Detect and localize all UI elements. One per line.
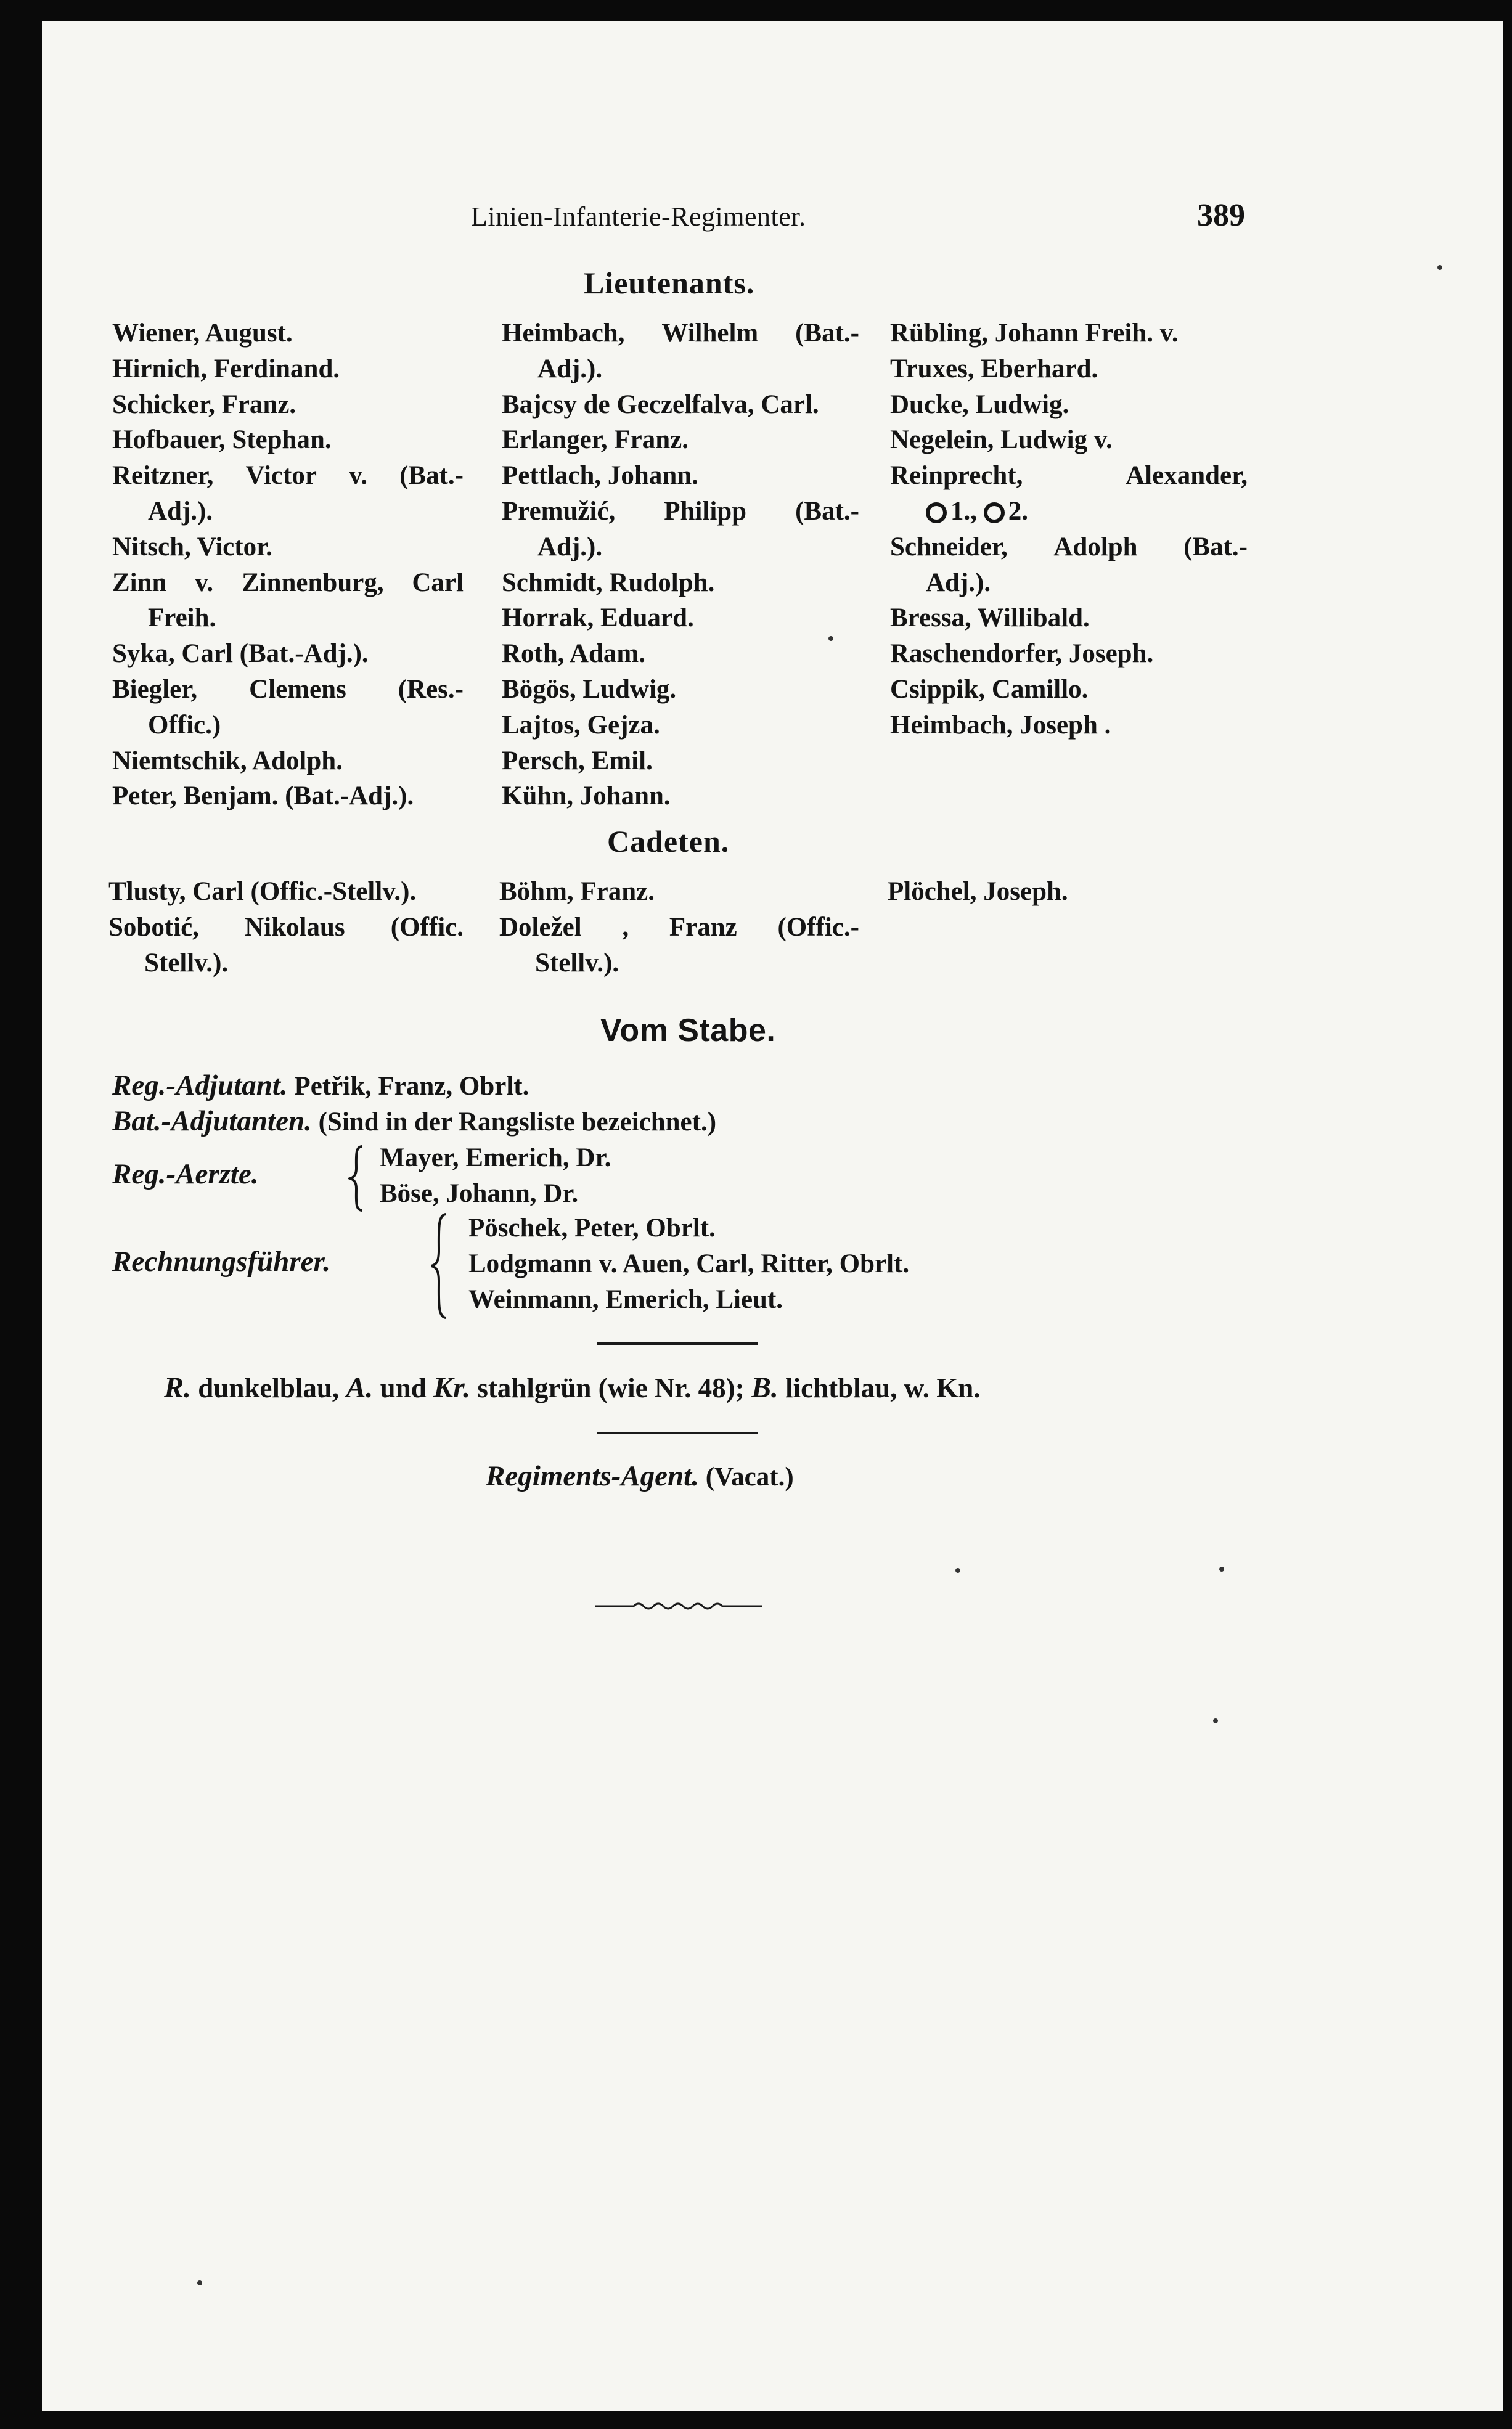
- lieutenants-column-1: [112, 316, 464, 814]
- order-class-text: 2.: [1008, 496, 1028, 526]
- roster-entry: Stellv.).: [535, 948, 619, 978]
- staff-name: Lodgmann v. Auen, Carl, Ritter, Obrlt.: [468, 1249, 910, 1278]
- roster-entry: Adj.).: [537, 354, 603, 383]
- reg-aerzte-names: [380, 1140, 611, 1212]
- staff-name: Pöschek, Peter, Obrlt.: [468, 1214, 716, 1243]
- roster-entry: Schmidt, Rudolph.: [502, 568, 715, 597]
- roster-word: Carl: [412, 568, 464, 597]
- roster-word: Clemens: [249, 674, 346, 704]
- roster-entry: Csippik, Camillo.: [890, 674, 1089, 704]
- section-heading-lieutenants: Lieutenants.: [584, 266, 755, 300]
- color-r-value: dunkelblau,: [198, 1373, 340, 1403]
- roster-entry: Roth, Adam.: [502, 639, 645, 669]
- roster-entry: Tlusty, Carl (Offic.-Stellv.).: [108, 877, 417, 906]
- roster-entry: [890, 494, 1248, 529]
- lieutenants-column-2: [502, 316, 859, 814]
- roster-entry: Adj.).: [148, 496, 213, 526]
- roster-entry: [890, 529, 1248, 565]
- roster-word: Reinprecht,: [890, 461, 1023, 491]
- roster-word: v.: [195, 568, 214, 597]
- roster-word: Biegler,: [112, 674, 198, 704]
- running-header: Linien-Infanterie-Regimenter.: [471, 202, 806, 232]
- roster-word: Wilhelm: [661, 319, 759, 348]
- paper-speck: [828, 636, 833, 641]
- color-b-value: lichtblau, w. Kn.: [785, 1373, 981, 1403]
- roster-entry: Böhm, Franz.: [499, 877, 655, 906]
- roster-entry: Offic.): [148, 710, 221, 740]
- roster-word: (Offic.-: [777, 912, 859, 942]
- regiments-agent-value: (Vacat.): [705, 1463, 794, 1492]
- cadets-column-2: [499, 874, 859, 981]
- bat-adjutants-label: Bat.-Adjutanten.: [112, 1105, 312, 1137]
- roster-entry: Truxes, Eberhard.: [890, 354, 1098, 383]
- section-heading-cadets: Cadeten.: [607, 824, 730, 859]
- roster-word: (Bat.-: [795, 319, 859, 348]
- roster-entry: Freih.: [148, 603, 216, 633]
- roster-entry: [502, 316, 859, 351]
- roster-entry: Wiener, August.: [112, 319, 293, 348]
- roster-word: Premužić,: [502, 496, 616, 526]
- staff-name: Böse, Johann, Dr.: [380, 1179, 579, 1208]
- order-circle-icon: [984, 502, 1005, 523]
- document-page: [42, 21, 1503, 2411]
- roster-word: Reitzner,: [112, 461, 214, 491]
- roster-word: v.: [349, 461, 367, 491]
- roster-entry: Adj.).: [926, 568, 991, 597]
- regiments-agent-label: Regiments-Agent.: [486, 1460, 699, 1492]
- paper-speck: [955, 1568, 960, 1573]
- roster-word: (Bat.-: [795, 496, 859, 526]
- roster-entry: Bressa, Willibald.: [890, 603, 1090, 633]
- color-kr-value: stahlgrün (wie Nr. 48);: [477, 1373, 745, 1403]
- roster-word: Zinnenburg,: [241, 568, 384, 597]
- roster-word: (Res.-: [398, 674, 464, 704]
- cadets-column-1: [108, 874, 464, 981]
- reg-adjutant-line: [112, 1069, 529, 1102]
- roster-entry: Adj.).: [537, 532, 603, 561]
- divider-rule: [597, 1342, 758, 1345]
- rechnungsfuehrer-brace-icon: [429, 1212, 450, 1320]
- order-circle-icon: [926, 502, 947, 523]
- color-und: und: [380, 1373, 427, 1403]
- roster-entry: Rübling, Johann Freih. v.: [890, 319, 1179, 348]
- roster-word: Victor: [245, 461, 317, 491]
- roster-word: Philipp: [664, 496, 747, 526]
- staff-name: Weinmann, Emerich, Lieut.: [468, 1285, 783, 1314]
- roster-entry: [108, 910, 464, 945]
- color-r-label: R.: [164, 1371, 192, 1404]
- paper-speck: [1437, 265, 1442, 270]
- roster-entry: Heimbach, Joseph .: [890, 710, 1111, 740]
- roster-entry: Bajcsy de Geczelfalva, Carl.: [502, 390, 819, 419]
- reg-aerzte-label: Reg.-Aerzte.: [112, 1158, 259, 1190]
- roster-word: Nikolaus: [245, 912, 345, 942]
- roster-entry: Syka, Carl (Bat.-Adj.).: [112, 639, 369, 669]
- roster-entry: Nitsch, Victor.: [112, 532, 272, 561]
- roster-entry: Hofbauer, Stephan.: [112, 425, 332, 455]
- roster-entry: Pettlach, Johann.: [502, 461, 698, 491]
- regiments-agent-line: [486, 1459, 794, 1493]
- roster-entry: Schicker, Franz.: [112, 390, 296, 419]
- roster-word: Schneider,: [890, 532, 1008, 561]
- roster-word: Alexander,: [1126, 461, 1248, 491]
- roster-word: (Bat.-: [399, 461, 464, 491]
- roster-entry: [502, 494, 859, 529]
- rechnungsfuehrer-names: [468, 1210, 909, 1318]
- roster-entry: Niemtschik, Adolph.: [112, 746, 343, 775]
- paper-speck: [197, 2280, 202, 2285]
- roster-entry: Hirnich, Ferdinand.: [112, 354, 340, 383]
- roster-word: Adolph: [1053, 532, 1138, 561]
- order-class-text: 1.,: [950, 496, 984, 526]
- roster-entry: [499, 910, 859, 945]
- reg-adjutant-label: Reg.-Adjutant.: [112, 1069, 288, 1101]
- roster-entry: [112, 458, 464, 494]
- roster-entry: Persch, Emil.: [502, 746, 653, 775]
- reg-adjutant-value: Petřik, Franz, Obrlt.: [294, 1072, 529, 1101]
- roster-word: Heimbach,: [502, 319, 625, 348]
- page-number: 389: [1197, 198, 1245, 233]
- facing-colors-line: [164, 1371, 981, 1405]
- color-b-label: B.: [751, 1371, 778, 1404]
- color-a-label: A.: [346, 1371, 374, 1404]
- staff-name: Mayer, Emerich, Dr.: [380, 1143, 611, 1172]
- paper-speck: [1213, 1718, 1218, 1723]
- roster-word: Franz: [669, 912, 737, 942]
- roster-entry: Plöchel, Joseph.: [888, 877, 1068, 906]
- roster-entry: [112, 672, 464, 708]
- roster-entry: Raschendorfer, Joseph.: [890, 639, 1154, 669]
- lieutenants-column-3: [890, 316, 1248, 743]
- ornamental-end-rule-icon: [595, 1599, 762, 1611]
- roster-word: ,: [622, 912, 629, 942]
- roster-entry: [890, 458, 1248, 494]
- roster-entry: Bögös, Ludwig.: [502, 674, 677, 704]
- roster-entry: Lajtos, Gejza.: [502, 710, 660, 740]
- roster-word: Doležel: [499, 912, 582, 942]
- divider-rule: [597, 1432, 758, 1434]
- cadets-column-3: [888, 874, 1245, 910]
- roster-entry: Peter, Benjam. (Bat.-Adj.).: [112, 782, 414, 811]
- color-kr-label: Kr.: [433, 1371, 471, 1404]
- roster-entry: Ducke, Ludwig.: [890, 390, 1069, 419]
- roster-word: Sobotić,: [108, 912, 199, 942]
- roster-word: (Offic.: [390, 912, 464, 942]
- roster-entry: Horrak, Eduard.: [502, 603, 694, 633]
- roster-entry: Erlanger, Franz.: [502, 425, 689, 455]
- roster-entry: [112, 565, 464, 601]
- paper-speck: [1219, 1567, 1224, 1572]
- roster-entry: Stellv.).: [144, 948, 229, 978]
- bat-adjutants-line: [112, 1104, 716, 1138]
- rechnungsfuehrer-label: Rechnungsführer.: [112, 1246, 330, 1278]
- reg-aerzte-brace-icon: [348, 1144, 366, 1213]
- section-heading-staff: Vom Stabe.: [600, 1013, 776, 1048]
- roster-entry: Kühn, Johann.: [502, 782, 671, 811]
- roster-word: Zinn: [112, 568, 167, 597]
- roster-word: (Bat.-: [1183, 532, 1248, 561]
- bat-adjutants-value: (Sind in der Rangsliste bezeichnet.): [318, 1108, 717, 1137]
- roster-entry: Negelein, Ludwig v.: [890, 425, 1113, 455]
